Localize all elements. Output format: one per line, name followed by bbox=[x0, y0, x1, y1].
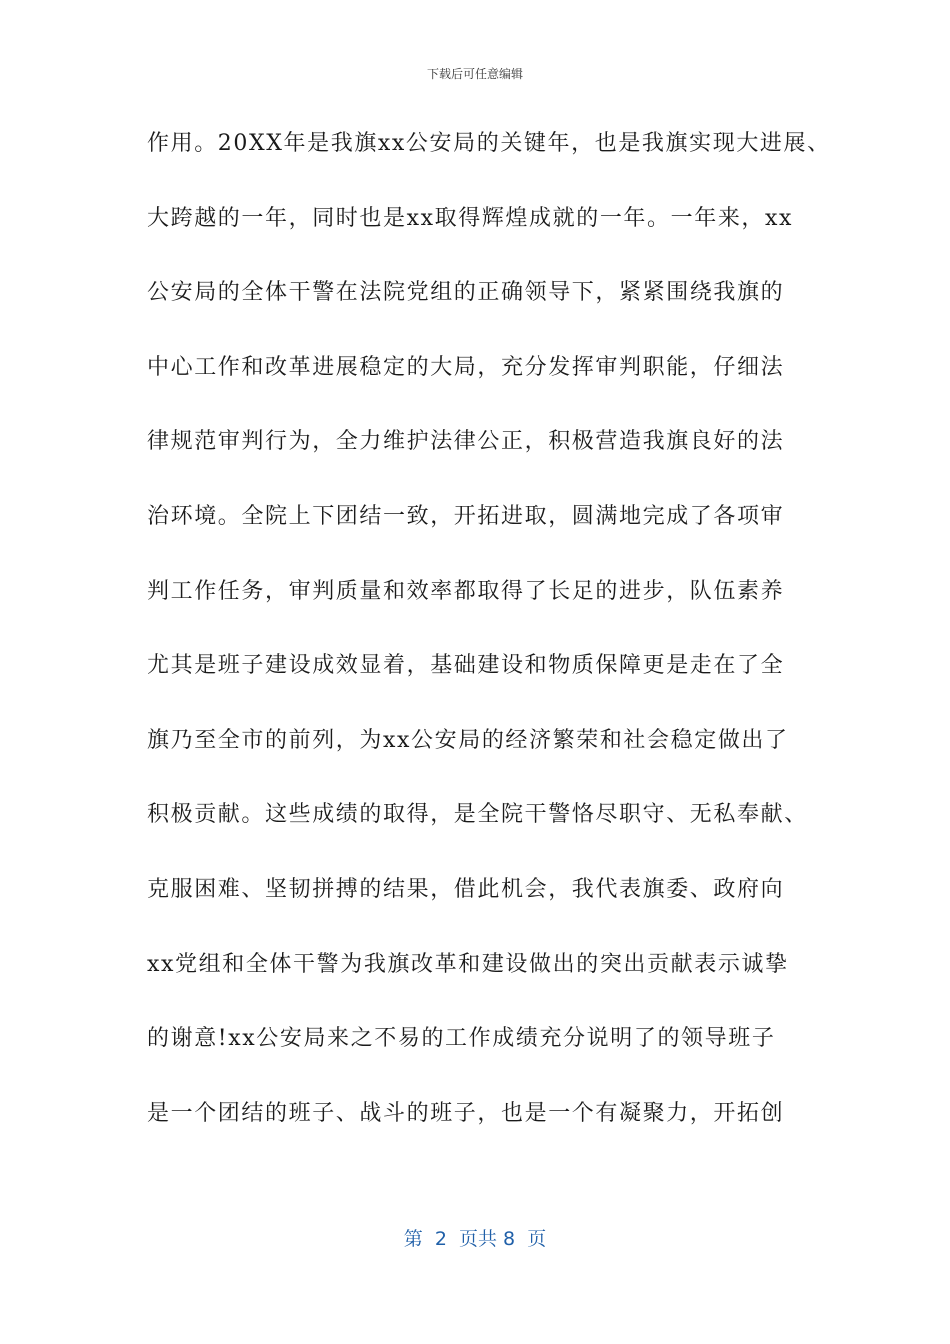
text-line: 治环境。全院上下团结一致，开拓进取，圆满地完成了各项审 bbox=[147, 503, 785, 529]
text-line: 是一个团结的班子、战斗的班子，也是一个有凝聚力，开拓创 bbox=[147, 1100, 785, 1126]
text-line: 公安局的全体干警在法院党组的正确领导下，紧紧围绕我旗的 bbox=[147, 280, 785, 306]
page-number: 第 2 页共 8 页 bbox=[403, 1228, 547, 1250]
text-line: 中心工作和改革进展稳定的大局，充分发挥审判职能，仔细法 bbox=[147, 354, 785, 380]
text-line: 旗乃至全市的前列，为xx公安局的经济繁荣和社会稳定做出了 bbox=[147, 727, 789, 753]
text-line: 大跨越的一年，同时也是xx取得辉煌成就的一年。一年来，xx bbox=[147, 205, 794, 231]
document-body bbox=[147, 124, 847, 1168]
text-line: 的谢意!xx公安局来之不易的工作成绩充分说明了的领导班子 bbox=[147, 1026, 776, 1052]
text-line: 作用。20XX年是我旗xx公安局的关键年，也是我旗实现大进展、 bbox=[147, 131, 831, 156]
text-line: 律规范审判行为，全力维护法律公正，积极营造我旗良好的法 bbox=[147, 429, 785, 455]
page-header: 下载后可任意编辑 bbox=[426, 67, 523, 81]
text-line: xx党组和全体干警为我旗改革和建设做出的突出贡献表示诚挚 bbox=[147, 951, 789, 977]
text-line: 克服困难、坚韧拼搏的结果，借此机会，我代表旗委、政府向 bbox=[147, 876, 785, 902]
text-line: 判工作任务，审判质量和效率都取得了长足的进步，队伍素养 bbox=[147, 578, 785, 604]
text-line: 尤其是班子建设成效显着，基础建设和物质保障更是走在了全 bbox=[147, 653, 785, 679]
text-line: 积极贡献。这些成绩的取得，是全院干警恪尽职守、无私奉献、 bbox=[147, 802, 808, 828]
